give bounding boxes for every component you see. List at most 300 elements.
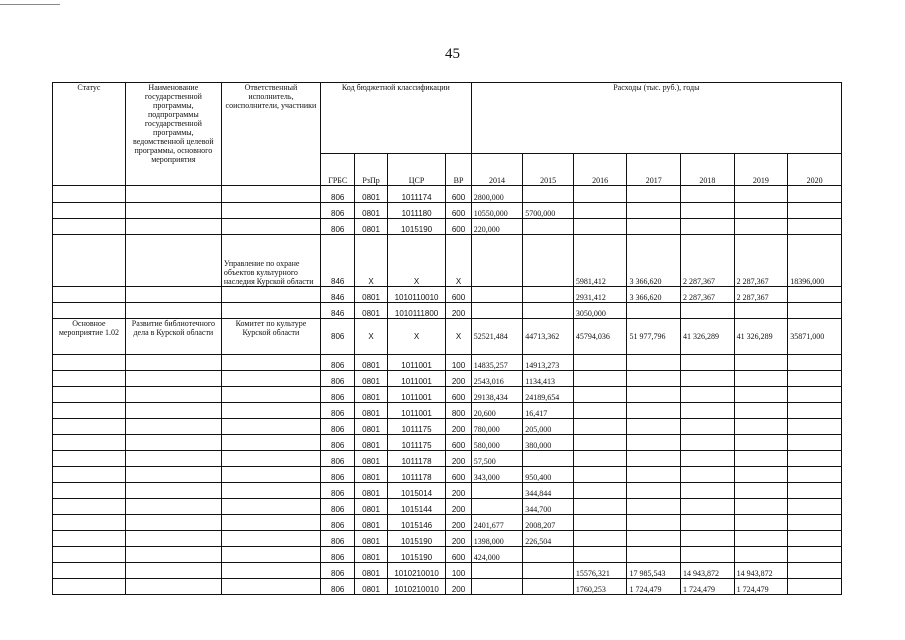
program-name-cell	[125, 435, 221, 451]
grbs-cell: 806	[321, 403, 355, 419]
amount-cell: 5981,412	[573, 235, 627, 287]
amount-cell	[681, 547, 735, 563]
program-name-cell	[125, 563, 221, 579]
header-year: 2016	[573, 154, 627, 186]
amount-cell: 424,000	[471, 547, 523, 563]
amount-cell: 2931,412	[573, 287, 627, 303]
header-rzpr: РзПр	[355, 154, 387, 186]
program-name-cell	[125, 235, 221, 287]
amount-cell: 226,504	[523, 531, 574, 547]
csr-cell: X	[387, 235, 446, 287]
status-cell	[53, 531, 126, 547]
vr-cell: 200	[446, 483, 471, 499]
executor-cell	[221, 563, 320, 579]
csr-cell: 1011001	[387, 355, 446, 371]
grbs-cell: 806	[321, 419, 355, 435]
amount-cell	[573, 203, 627, 219]
rzpr-cell: 0801	[355, 219, 387, 235]
csr-cell: 1015144	[387, 499, 446, 515]
executor-cell	[221, 531, 320, 547]
amount-cell	[681, 451, 735, 467]
grbs-cell: 806	[321, 319, 355, 355]
program-name-cell: Развитие библиотечного дела в Курской области	[125, 319, 221, 355]
amount-cell: 1 724,479	[681, 579, 735, 595]
amount-cell	[573, 451, 627, 467]
amount-cell	[681, 467, 735, 483]
amount-cell	[627, 355, 681, 371]
amount-cell: 580,000	[471, 435, 523, 451]
amount-cell: 14835,257	[471, 355, 523, 371]
header-year: 2014	[471, 154, 523, 186]
header-budget-code: Код бюджетной классификации	[321, 83, 472, 154]
amount-cell	[681, 483, 735, 499]
amount-cell	[681, 203, 735, 219]
amount-cell	[573, 515, 627, 531]
amount-cell	[788, 467, 842, 483]
amount-cell	[573, 355, 627, 371]
grbs-cell: 806	[321, 203, 355, 219]
amount-cell	[734, 219, 788, 235]
csr-cell: 1010210010	[387, 563, 446, 579]
table-row	[53, 371, 842, 387]
table-row	[53, 531, 842, 547]
amount-cell	[734, 371, 788, 387]
amount-cell: 380,000	[523, 435, 574, 451]
status-cell	[53, 235, 126, 287]
status-cell	[53, 403, 126, 419]
program-name-cell	[125, 355, 221, 371]
amount-cell: 3 366,620	[627, 287, 681, 303]
vr-cell: 200	[446, 371, 471, 387]
amount-cell	[681, 531, 735, 547]
status-cell	[53, 419, 126, 435]
amount-cell	[471, 483, 523, 499]
grbs-cell: 806	[321, 355, 355, 371]
status-cell	[53, 563, 126, 579]
amount-cell: 2543,016	[471, 371, 523, 387]
executor-cell	[221, 355, 320, 371]
amount-cell	[788, 483, 842, 499]
amount-cell	[471, 499, 523, 515]
vr-cell: 600	[446, 203, 471, 219]
rzpr-cell: 0801	[355, 563, 387, 579]
amount-cell	[681, 499, 735, 515]
rzpr-cell: 0801	[355, 419, 387, 435]
amount-cell: 16,417	[523, 403, 574, 419]
amount-cell	[471, 303, 523, 319]
amount-cell	[681, 419, 735, 435]
vr-cell: 200	[446, 419, 471, 435]
rzpr-cell: X	[355, 319, 387, 355]
amount-cell: 1 724,479	[627, 579, 681, 595]
amount-cell: 35871,000	[788, 319, 842, 355]
amount-cell: 2 287,367	[681, 235, 735, 287]
amount-cell: 51 977,796	[627, 319, 681, 355]
program-name-cell	[125, 451, 221, 467]
amount-cell: 57,500	[471, 451, 523, 467]
amount-cell	[523, 579, 574, 595]
vr-cell: 600	[446, 547, 471, 563]
grbs-cell: 806	[321, 371, 355, 387]
amount-cell	[573, 219, 627, 235]
program-name-cell	[125, 186, 221, 203]
program-name-cell	[125, 483, 221, 499]
grbs-cell: 806	[321, 451, 355, 467]
csr-cell: 1011174	[387, 186, 446, 203]
amount-cell	[734, 419, 788, 435]
amount-cell: 344,700	[523, 499, 574, 515]
amount-cell	[573, 186, 627, 203]
amount-cell: 18396,000	[788, 235, 842, 287]
amount-cell	[573, 387, 627, 403]
amount-cell	[573, 531, 627, 547]
grbs-cell: 846	[321, 287, 355, 303]
amount-cell	[627, 219, 681, 235]
status-cell	[53, 499, 126, 515]
rzpr-cell: 0801	[355, 547, 387, 563]
amount-cell	[734, 355, 788, 371]
header-program-name: Наименование государственной программы, подпрограммы государственной программы, ведомственной целевой программы, основного мероприятия	[125, 83, 221, 186]
amount-cell	[627, 451, 681, 467]
csr-cell: 1015190	[387, 219, 446, 235]
amount-cell: 5700,000	[523, 203, 574, 219]
amount-cell	[573, 499, 627, 515]
program-name-cell	[125, 203, 221, 219]
amount-cell: 41 326,289	[734, 319, 788, 355]
amount-cell	[681, 355, 735, 371]
amount-cell	[681, 371, 735, 387]
amount-cell	[734, 531, 788, 547]
amount-cell	[788, 303, 842, 319]
executor-cell	[221, 547, 320, 563]
program-name-cell	[125, 467, 221, 483]
grbs-cell: 806	[321, 387, 355, 403]
executor-cell	[221, 186, 320, 203]
amount-cell	[788, 531, 842, 547]
vr-cell: 600	[446, 219, 471, 235]
csr-cell: 1015190	[387, 547, 446, 563]
amount-cell	[523, 303, 574, 319]
amount-cell: 14913,273	[523, 355, 574, 371]
header-year: 2017	[627, 154, 681, 186]
amount-cell	[788, 287, 842, 303]
amount-cell	[573, 483, 627, 499]
amount-cell	[523, 451, 574, 467]
executor-cell	[221, 371, 320, 387]
table-row	[53, 499, 842, 515]
table-row	[53, 403, 842, 419]
amount-cell: 344,844	[523, 483, 574, 499]
vr-cell: 200	[446, 303, 471, 319]
vr-cell: 200	[446, 579, 471, 595]
vr-cell: 600	[446, 467, 471, 483]
amount-cell: 45794,036	[573, 319, 627, 355]
table-row	[53, 186, 842, 203]
amount-cell	[627, 186, 681, 203]
amount-cell	[627, 499, 681, 515]
program-name-cell	[125, 219, 221, 235]
executor-cell	[221, 387, 320, 403]
executor-cell	[221, 579, 320, 595]
amount-cell	[573, 547, 627, 563]
header-expenses: Расходы (тыс. руб.), годы	[471, 83, 841, 154]
amount-cell	[788, 547, 842, 563]
executor-cell	[221, 499, 320, 515]
table-row	[53, 435, 842, 451]
rzpr-cell: 0801	[355, 371, 387, 387]
csr-cell: X	[387, 319, 446, 355]
amount-cell	[788, 499, 842, 515]
amount-cell	[523, 235, 574, 287]
program-name-cell	[125, 547, 221, 563]
amount-cell: 14 943,872	[681, 563, 735, 579]
amount-cell: 52521,484	[471, 319, 523, 355]
amount-cell: 15576,321	[573, 563, 627, 579]
vr-cell: 100	[446, 563, 471, 579]
grbs-cell: 806	[321, 499, 355, 515]
amount-cell: 950,400	[523, 467, 574, 483]
amount-cell	[734, 547, 788, 563]
amount-cell	[734, 515, 788, 531]
amount-cell	[734, 467, 788, 483]
rzpr-cell: 0801	[355, 403, 387, 419]
table-row	[53, 579, 842, 595]
top-rule	[0, 4, 60, 5]
header-csr: ЦСР	[387, 154, 446, 186]
page-number: 45	[445, 46, 460, 62]
grbs-cell: 806	[321, 531, 355, 547]
amount-cell	[788, 203, 842, 219]
amount-cell	[627, 387, 681, 403]
header-year: 2020	[788, 154, 842, 186]
amount-cell	[788, 387, 842, 403]
executor-cell: Комитет по культуре Курской области	[221, 319, 320, 355]
table-row	[53, 515, 842, 531]
amount-cell	[788, 579, 842, 595]
amount-cell	[734, 403, 788, 419]
amount-cell: 343,000	[471, 467, 523, 483]
vr-cell: 200	[446, 499, 471, 515]
csr-cell: 1011180	[387, 203, 446, 219]
vr-cell: 200	[446, 515, 471, 531]
amount-cell: 44713,362	[523, 319, 574, 355]
program-name-cell	[125, 303, 221, 319]
grbs-cell: 846	[321, 235, 355, 287]
csr-cell: 1011178	[387, 451, 446, 467]
csr-cell: 1011178	[387, 467, 446, 483]
table-row	[53, 303, 842, 319]
rzpr-cell: X	[355, 235, 387, 287]
csr-cell: 1010210010	[387, 579, 446, 595]
grbs-cell: 806	[321, 186, 355, 203]
amount-cell	[627, 467, 681, 483]
executor-cell	[221, 435, 320, 451]
amount-cell	[681, 387, 735, 403]
program-name-cell	[125, 387, 221, 403]
vr-cell: 200	[446, 531, 471, 547]
amount-cell	[681, 186, 735, 203]
amount-cell	[627, 515, 681, 531]
header-year: 2015	[523, 154, 574, 186]
executor-cell	[221, 303, 320, 319]
grbs-cell: 806	[321, 579, 355, 595]
vr-cell: X	[446, 235, 471, 287]
executor-cell: Управление по охране объектов культурного наследия Курской области	[221, 235, 320, 287]
amount-cell: 1760,253	[573, 579, 627, 595]
amount-cell	[788, 355, 842, 371]
amount-cell	[681, 403, 735, 419]
amount-cell: 17 985,543	[627, 563, 681, 579]
table-row	[53, 547, 842, 563]
status-cell	[53, 515, 126, 531]
amount-cell	[573, 467, 627, 483]
status-cell	[53, 547, 126, 563]
vr-cell: X	[446, 319, 471, 355]
amount-cell	[788, 563, 842, 579]
amount-cell: 1398,000	[471, 531, 523, 547]
csr-cell: 1011175	[387, 419, 446, 435]
table-row	[53, 419, 842, 435]
amount-cell	[627, 303, 681, 319]
program-name-cell	[125, 287, 221, 303]
amount-cell: 2008,207	[523, 515, 574, 531]
amount-cell	[734, 483, 788, 499]
header-vr: ВР	[446, 154, 471, 186]
program-name-cell	[125, 579, 221, 595]
table-row	[53, 451, 842, 467]
grbs-cell: 806	[321, 435, 355, 451]
amount-cell	[681, 435, 735, 451]
status-cell	[53, 287, 126, 303]
status-cell	[53, 203, 126, 219]
executor-cell	[221, 419, 320, 435]
program-name-cell	[125, 499, 221, 515]
amount-cell	[734, 451, 788, 467]
amount-cell	[471, 563, 523, 579]
amount-cell	[627, 435, 681, 451]
csr-cell: 1010110010	[387, 287, 446, 303]
amount-cell	[471, 287, 523, 303]
csr-cell: 1011001	[387, 387, 446, 403]
csr-cell: 1015014	[387, 483, 446, 499]
amount-cell	[627, 531, 681, 547]
amount-cell: 780,000	[471, 419, 523, 435]
rzpr-cell: 0801	[355, 451, 387, 467]
vr-cell: 600	[446, 435, 471, 451]
rzpr-cell: 0801	[355, 355, 387, 371]
amount-cell	[734, 186, 788, 203]
budget-table	[52, 82, 842, 595]
grbs-cell: 806	[321, 563, 355, 579]
amount-cell: 1134,413	[523, 371, 574, 387]
grbs-cell: 806	[321, 219, 355, 235]
csr-cell: 1011001	[387, 403, 446, 419]
status-cell	[53, 387, 126, 403]
amount-cell: 2 287,367	[734, 235, 788, 287]
rzpr-cell: 0801	[355, 303, 387, 319]
header-grbs: ГРБС	[321, 154, 355, 186]
amount-cell	[681, 219, 735, 235]
amount-cell	[573, 371, 627, 387]
vr-cell: 200	[446, 451, 471, 467]
rzpr-cell: 0801	[355, 435, 387, 451]
status-cell	[53, 303, 126, 319]
amount-cell: 220,000	[471, 219, 523, 235]
rzpr-cell: 0801	[355, 186, 387, 203]
program-name-cell	[125, 419, 221, 435]
rzpr-cell: 0801	[355, 499, 387, 515]
rzpr-cell: 0801	[355, 203, 387, 219]
table-row	[53, 467, 842, 483]
executor-cell	[221, 451, 320, 467]
amount-cell: 3050,000	[573, 303, 627, 319]
header-executor: Ответственный исполнитель, соисполнители, участники	[221, 83, 320, 186]
csr-cell: 1011175	[387, 435, 446, 451]
amount-cell	[788, 451, 842, 467]
amount-cell	[788, 186, 842, 203]
header-status: Статус	[53, 83, 126, 186]
csr-cell: 1010111800	[387, 303, 446, 319]
amount-cell	[788, 219, 842, 235]
amount-cell	[627, 371, 681, 387]
amount-cell	[471, 579, 523, 595]
vr-cell: 600	[446, 287, 471, 303]
amount-cell: 10550,000	[471, 203, 523, 219]
table-row	[53, 355, 842, 371]
vr-cell: 600	[446, 387, 471, 403]
amount-cell	[627, 419, 681, 435]
status-cell	[53, 451, 126, 467]
amount-cell	[573, 419, 627, 435]
status-cell	[53, 579, 126, 595]
program-name-cell	[125, 515, 221, 531]
amount-cell	[573, 435, 627, 451]
csr-cell: 1011001	[387, 371, 446, 387]
rzpr-cell: 0801	[355, 515, 387, 531]
amount-cell	[523, 219, 574, 235]
amount-cell	[734, 435, 788, 451]
amount-cell: 41 326,289	[681, 319, 735, 355]
amount-cell: 2401,677	[471, 515, 523, 531]
status-cell	[53, 371, 126, 387]
amount-cell: 2 287,367	[734, 287, 788, 303]
status-cell	[53, 467, 126, 483]
amount-cell	[573, 403, 627, 419]
vr-cell: 600	[446, 186, 471, 203]
table-row	[53, 563, 842, 579]
header-year: 2019	[734, 154, 788, 186]
vr-cell: 100	[446, 355, 471, 371]
executor-cell	[221, 515, 320, 531]
amount-cell: 29138,434	[471, 387, 523, 403]
amount-cell	[523, 186, 574, 203]
rzpr-cell: 0801	[355, 531, 387, 547]
amount-cell	[627, 403, 681, 419]
header-year: 2018	[681, 154, 735, 186]
table-row	[53, 219, 842, 235]
table-row	[53, 287, 842, 303]
rzpr-cell: 0801	[355, 579, 387, 595]
executor-cell	[221, 219, 320, 235]
grbs-cell: 806	[321, 515, 355, 531]
amount-cell: 2 287,367	[681, 287, 735, 303]
rzpr-cell: 0801	[355, 467, 387, 483]
amount-cell: 1 724,479	[734, 579, 788, 595]
status-cell: Основное мероприятие 1.02	[53, 319, 126, 355]
table-row	[53, 319, 842, 355]
amount-cell: 20,600	[471, 403, 523, 419]
grbs-cell: 806	[321, 547, 355, 563]
